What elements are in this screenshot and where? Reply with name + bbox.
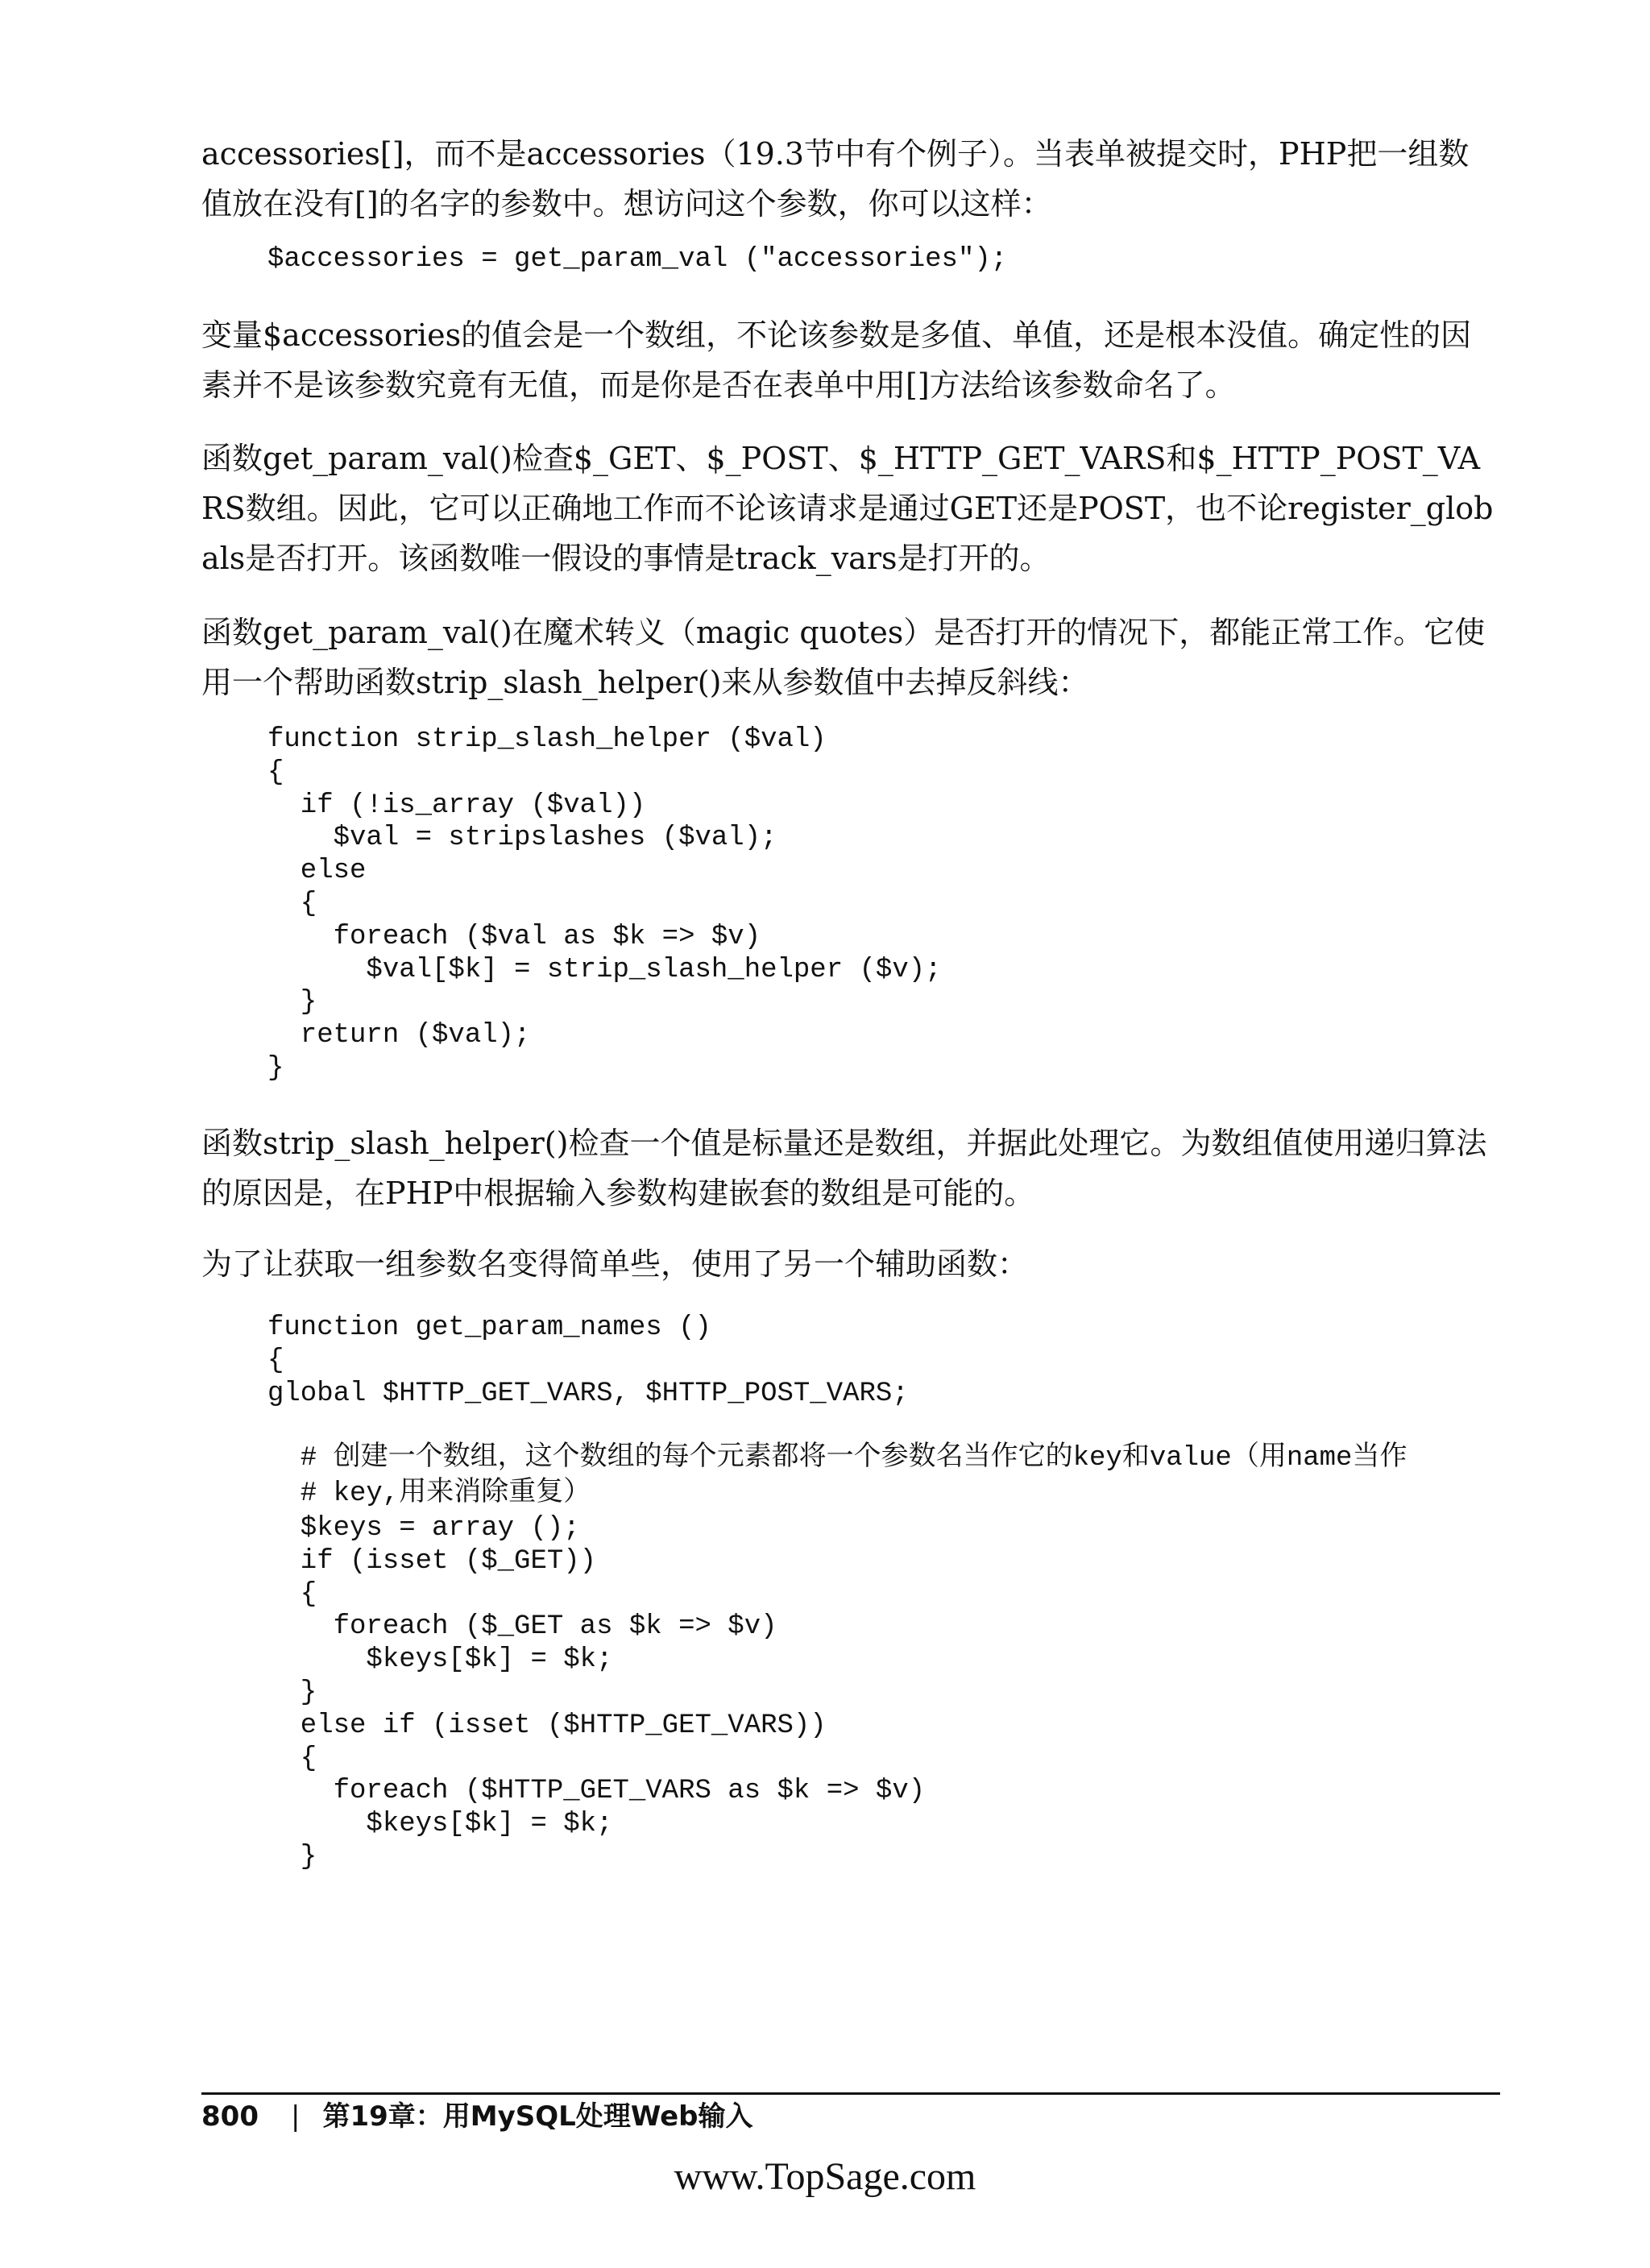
code-get-accessories: $accessories = get_param_val ("accessories");	[267, 244, 1008, 275]
page-footer	[201, 2096, 753, 2137]
paragraph-accessories-value: 变量$accessories的值会是一个数组，不论该参数是多值、单值，还是根本没值。确定性的因素并不是该参数究竟有无值，而是你是否在表单中用[]方法给该参数命名了。	[201, 317, 1472, 403]
code-get-param-names-body: $keys = array (); if (isset ($_GET)) { foreach ($_GET as $k => $v) $keys[$k] = $k; } else if (isset ($HTTP_GET_VARS)) { foreach ($HTTP_GET_VARS as $k => $v) $keys[$k] = $k; }	[300, 1513, 926, 1872]
paragraph-magic-quotes: 函数get_param_val()在魔术转义（magic quotes）是否打开的情况下，都能正常工作。它使用一个帮助函数strip_slash_helper()来从参数值中去掉反斜线：	[201, 615, 1486, 700]
code-strip-slash-helper: function strip_slash_helper ($val) { if (!is_array ($val)) $val = stripslashes ($val); else { foreach ($val as $k => $v) $val[$k] = strip_slash_helper ($v); } return ($val); }	[267, 724, 942, 1084]
footer-separator: |	[290, 2100, 301, 2133]
paragraph-strip-slash-explanation: 函数strip_slash_helper()检查一个值是标量还是数组，并据此处理它。为数组值使用递归算法的原因是，在PHP中根据输入参数构建嵌套的数组是可能的。	[201, 1126, 1487, 1211]
paragraph-get-param-val-arrays: 函数get_param_val()检查$_GET、$_POST、$_HTTP_GET_VARS和$_HTTP_POST_VARS数组。因此，它可以正确地工作而不论该请求是通过GET还是POST，也不论register_globals是否打开。该函数唯一假设的事情是track_vars是打开的。	[201, 441, 1494, 576]
watermark-url: www.TopSage.com	[674, 2155, 976, 2198]
code-comment-line-2: # key,用来消除重复）	[267, 1478, 591, 1509]
code-get-param-names-header: function get_param_names () { global $HTTP_GET_VARS, $HTTP_POST_VARS;	[267, 1312, 909, 1409]
chapter-title: 第19章：用MySQL处理Web输入	[322, 2100, 753, 2133]
code-comment-line-1: # 创建一个数组，这个数组的每个元素都将一个参数名当作它的key和value（用name当作	[267, 1443, 1407, 1474]
paragraph-get-param-names-intro: 为了让获取一组参数名变得简单些，使用了另一个辅助函数：	[201, 1246, 1029, 1282]
paragraph-accessories-array: accessories[]，而不是accessories（19.3节中有个例子）。当表单被提交时，PHP把一组数值放在没有[]的名字的参数中。想访问这个参数，你可以这样：	[201, 136, 1470, 222]
footer-divider	[201, 2092, 1500, 2095]
page-number: 800	[201, 2100, 259, 2133]
